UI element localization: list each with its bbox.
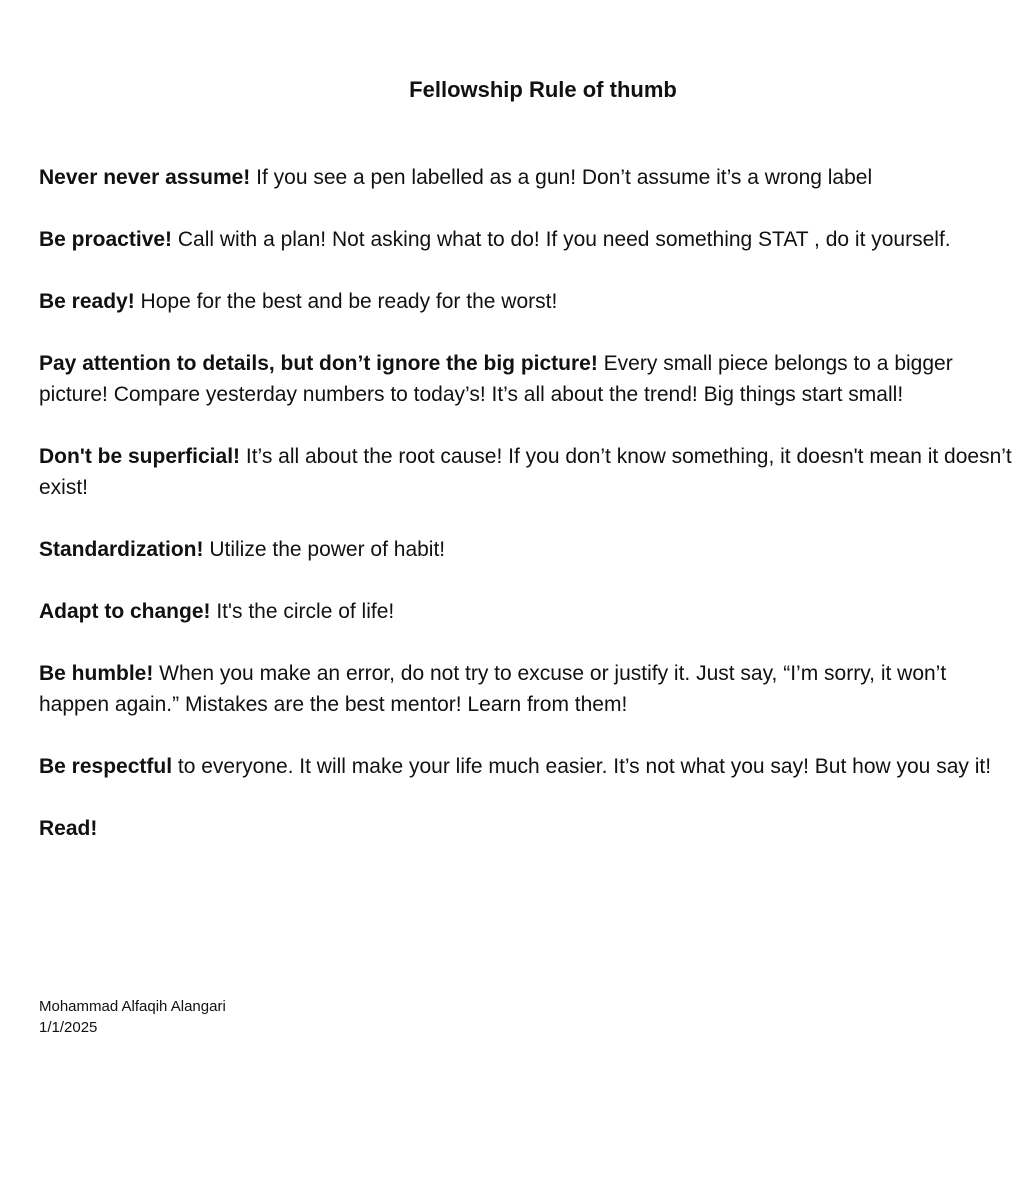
rule-item xyxy=(39,534,1019,565)
rule-text: It's the circle of life! xyxy=(210,600,395,623)
rules-list xyxy=(39,162,1019,875)
author-name: Mohammad Alfaqih Alangari xyxy=(39,998,226,1015)
rule-heading: Standardization! xyxy=(39,538,204,561)
rule-text: It’s all about the root cause! If you don’t know something, it doesn't mean it doesn’t exist! xyxy=(39,445,1012,499)
rule-item xyxy=(39,286,1019,317)
rule-heading: Be ready! xyxy=(39,290,135,313)
rule-heading: Pay attention to details, but don’t ignore the big picture! xyxy=(39,352,598,375)
rule-heading: Adapt to change! xyxy=(39,600,211,623)
document-title: Fellowship Rule of thumb xyxy=(409,77,677,102)
rule-item xyxy=(39,658,1019,720)
rule-heading: Never never assume! xyxy=(39,166,251,189)
rule-item xyxy=(39,596,1019,627)
rule-heading: Read! xyxy=(39,817,98,840)
rule-item xyxy=(39,813,1019,844)
rule-item xyxy=(39,224,1019,255)
rule-heading: Be respectful xyxy=(39,755,173,778)
rule-item xyxy=(39,751,1019,782)
rule-text: When you make an error, do not try to excuse or justify it. Just say, “I’m sorry, it won’t happen again.” Mistakes are the best mentor! Learn from them! xyxy=(39,662,947,716)
rule-text: Utilize the power of habit! xyxy=(203,538,446,561)
rule-text: Every small piece belongs to a bigger picture! Compare yesterday numbers to today’s! It’s all about the trend! Big things start small! xyxy=(39,352,953,406)
rule-item xyxy=(39,162,1019,193)
rule-item xyxy=(39,348,1019,410)
rule-heading: Don't be superficial! xyxy=(39,445,241,468)
rule-text: Hope for the best and be ready for the worst! xyxy=(134,290,558,313)
rule-heading: Be proactive! xyxy=(39,228,173,251)
rule-text: to everyone. It will make your life much easier. It’s not what you say! But how you say it! xyxy=(172,755,992,778)
document-date: 1/1/2025 xyxy=(39,1019,98,1036)
rule-heading: Be humble! xyxy=(39,662,154,685)
rule-item xyxy=(39,441,1019,503)
rule-text: Call with a plan! Not asking what to do! If you need something STAT , do it yourself. xyxy=(172,228,951,251)
rule-text: If you see a pen labelled as a gun! Don’t assume it’s a wrong label xyxy=(250,166,873,189)
signature-block xyxy=(39,996,226,1038)
